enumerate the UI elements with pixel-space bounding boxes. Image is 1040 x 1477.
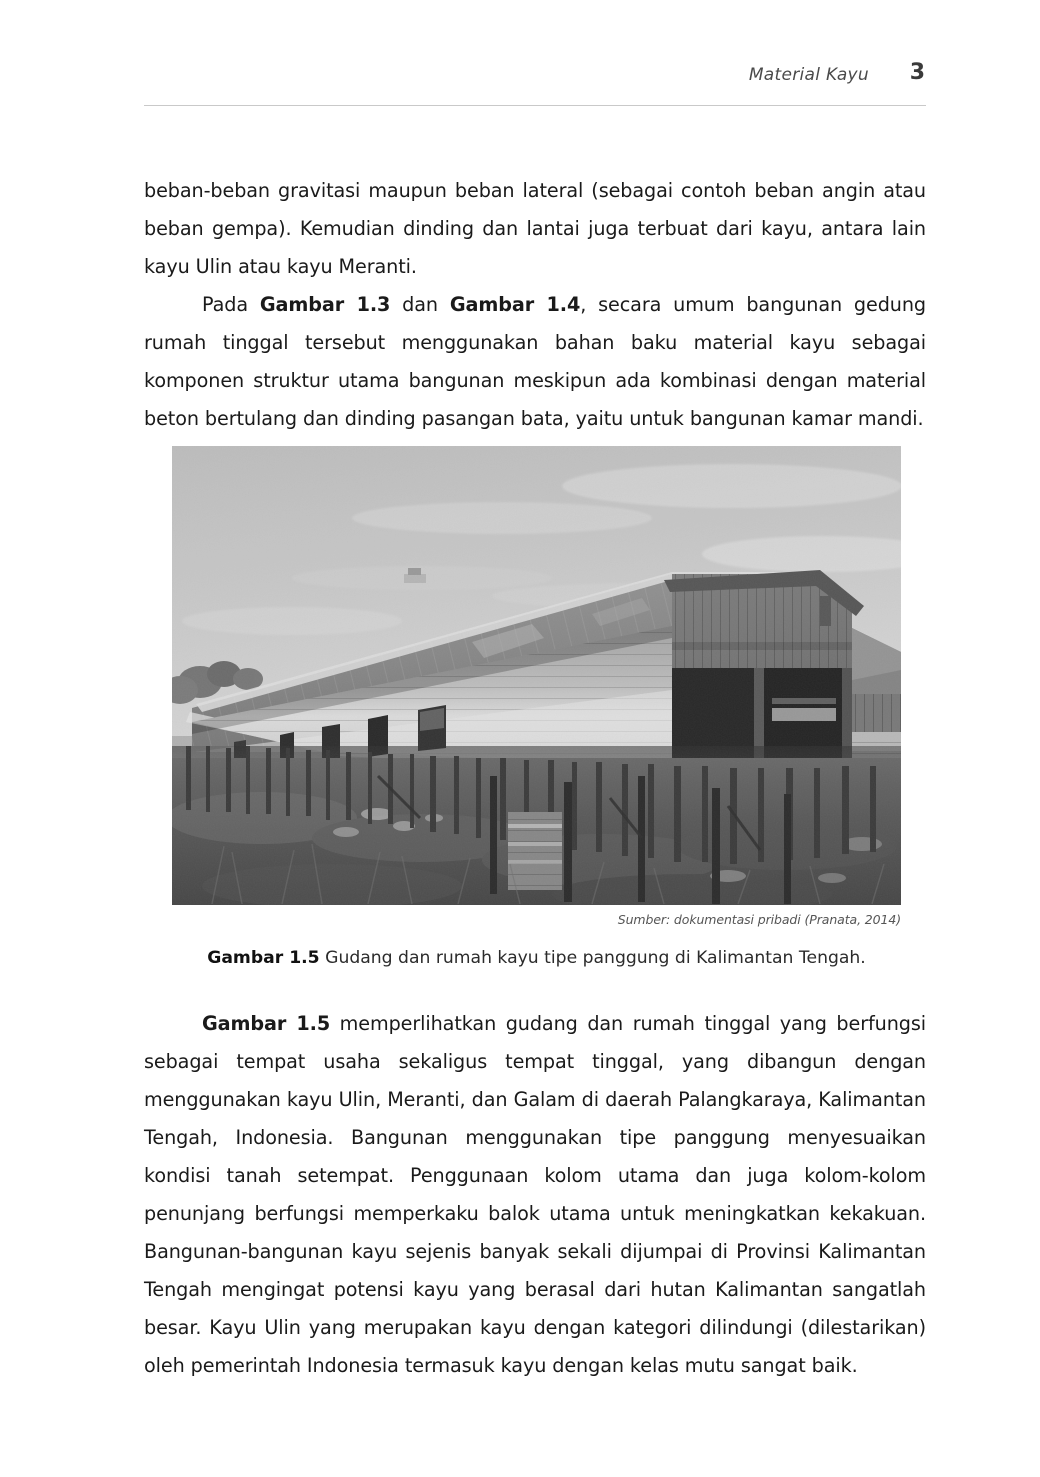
figure-source: Sumber: dokumentasi pribadi (Pranata, 2014) [617,912,901,927]
body-text-upper [144,172,926,438]
header-divider [144,105,926,106]
paragraph-1: beban-beban gravitasi maupun beban lateral (sebagai contoh beban angin atau beban gempa). Kemudian dinding dan lantai juga terbuat dari kayu, antara lain kayu Ulin atau kayu Meranti. [144,179,926,278]
figure-1-5 [172,446,901,971]
figure-reference-1-5: Gambar 1.5 [202,1012,331,1035]
paragraph-2-mid: dan [390,293,450,316]
running-header [144,62,925,106]
paragraph-2-rest: , secara umum bangunan gedung rumah tinggal tersebut menggunakan bahan baku material kayu sebagai komponen struktur utama bangunan meskipun ada kombinasi dengan material beton bertulang dan dinding pasangan bata, yaitu untuk bangunan kamar mandi. [144,293,926,430]
paragraph-2 [144,286,926,438]
figure-caption-text: Gudang dan rumah kayu tipe panggung di Kalimantan Tengah. [319,948,866,968]
body-text-lower [144,1005,926,1385]
paragraph-2-lead: Pada [202,293,260,316]
page-number: 3 [909,60,925,85]
header-title: Material Kayu [748,65,869,85]
figure-caption [172,945,901,971]
paragraph-3 [144,1005,926,1385]
paragraph-3-rest: memperlihatkan gudang dan rumah tinggal yang berfungsi sebagai tempat usaha sekaligus tempat tinggal, yang dibangun dengan menggunakan kayu Ulin, Meranti, dan Galam di daerah Palangkaraya, Kalimantan Tengah, Indonesia. Bangunan menggunakan tipe panggung menyesuaikan kondisi tanah setempat. Penggunaan kolom utama dan juga kolom-kolom penunjang berfungsi memperkaku balok utama untuk meningkatkan kekakuan. Bangunan-bangunan kayu sejenis banyak sekali dijumpai di Provinsi Kalimantan Tengah mengingat potensi kayu yang berasal dari hutan Kalimantan sangatlah besar. Kayu Ulin yang merupakan kayu dengan kategori dilindungi (dilestarikan) oleh pemerintah Indonesia termasuk kayu dengan kelas mutu sangat baik. [144,1012,926,1377]
photo-artwork [172,446,901,905]
figure-reference-1-4: Gambar 1.4 [449,293,581,316]
figure-reference-1-3: Gambar 1.3 [259,293,391,316]
figure-caption-label: Gambar 1.5 [207,948,320,968]
figure-photograph [172,446,901,905]
